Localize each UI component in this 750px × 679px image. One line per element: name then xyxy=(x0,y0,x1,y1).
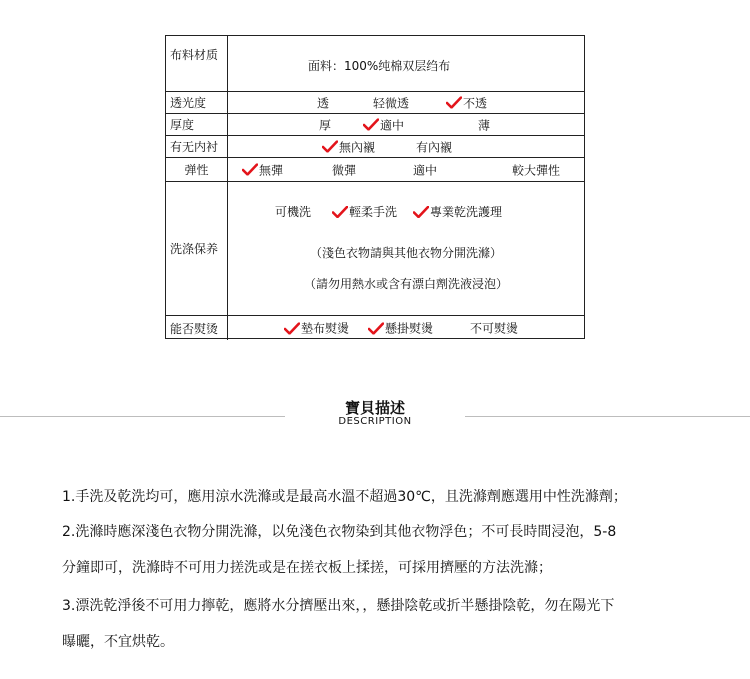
row-washing xyxy=(166,182,584,316)
check-icon xyxy=(413,206,429,218)
fabric-value: 面料：100%纯棉双层绉布 xyxy=(308,59,451,73)
option-slightly-transparent: 轻微透 xyxy=(373,96,410,110)
option-no-lining: 無內襯 xyxy=(322,138,375,155)
row-ironing xyxy=(166,316,584,340)
check-icon xyxy=(446,97,462,109)
spec-table xyxy=(165,35,585,339)
description-line: 分鐘即可，洗滌時不可用力搓洗或是在搓衣板上揉搓，可採用擠壓的方法洗滌； xyxy=(62,560,552,576)
check-icon xyxy=(332,206,348,218)
label-ironing: 能否熨烫 xyxy=(166,316,228,340)
description-title: 寶貝描述 xyxy=(344,399,405,417)
row-fabric xyxy=(166,36,584,92)
option-machine-wash: 可機洗 xyxy=(275,205,312,219)
description-line: 3.漂洗乾淨後不可用力擰乾，應將水分擠壓出來，，懸掛陰乾或折半懸掛陰乾，勿在陽光下 xyxy=(62,598,615,614)
check-icon xyxy=(322,141,338,153)
label-fabric: 布料材质 xyxy=(166,36,228,91)
option-medium: 適中 xyxy=(363,116,404,133)
label-transparency: 透光度 xyxy=(166,92,228,113)
label-washing: 洗涤保养 xyxy=(166,182,228,315)
option-thin: 薄 xyxy=(478,118,491,132)
label-elasticity: 弹性 xyxy=(166,158,228,181)
option-no-stretch: 無彈 xyxy=(242,161,283,178)
label-lining: 有无内衬 xyxy=(166,136,228,157)
description-subtitle: DESCRIPTION xyxy=(338,416,412,427)
label-thickness: 厚度 xyxy=(166,114,228,135)
row-thickness xyxy=(166,114,584,136)
description-line: 1.手洗及乾洗均可，應用涼水洗滌或是最高水溫不超過30℃，且洗滌劑應選用中性洗滌劑； xyxy=(62,489,627,505)
option-transparent: 透 xyxy=(317,96,330,110)
description-line: 曝曬，不宜烘乾。 xyxy=(62,634,174,650)
option-slight-stretch: 微彈 xyxy=(332,163,357,177)
option-thick: 厚 xyxy=(319,118,332,132)
option-gentle-hand-wash: 輕柔手洗 xyxy=(332,203,397,220)
washing-note-2: （請勿用熱水或含有漂白劑洗液浸泡） xyxy=(303,277,508,291)
check-icon xyxy=(368,322,384,334)
row-elasticity xyxy=(166,158,584,182)
option-with-lining: 有內襯 xyxy=(416,140,453,154)
row-lining xyxy=(166,136,584,158)
option-dry-clean: 專業乾洗護理 xyxy=(413,203,502,220)
row-transparency xyxy=(166,92,584,114)
option-opaque: 不透 xyxy=(446,94,487,111)
description-line: 2.洗滌時應深淺色衣物分開洗滌，以免淺色衣物染到其他衣物浮色；不可長時間浸泡，5-8 xyxy=(62,524,617,540)
check-icon xyxy=(242,164,258,176)
check-icon xyxy=(284,322,300,334)
option-medium-stretch: 適中 xyxy=(413,163,438,177)
option-hanging-iron: 懸掛熨燙 xyxy=(368,320,433,337)
option-high-stretch: 較大彈性 xyxy=(512,163,561,177)
option-iron-with-cloth: 墊布熨燙 xyxy=(284,320,349,337)
option-no-ironing: 不可熨燙 xyxy=(470,321,519,336)
washing-note-1: （淺色衣物請與其他衣物分開洗滌） xyxy=(309,246,502,260)
check-icon xyxy=(363,119,379,131)
